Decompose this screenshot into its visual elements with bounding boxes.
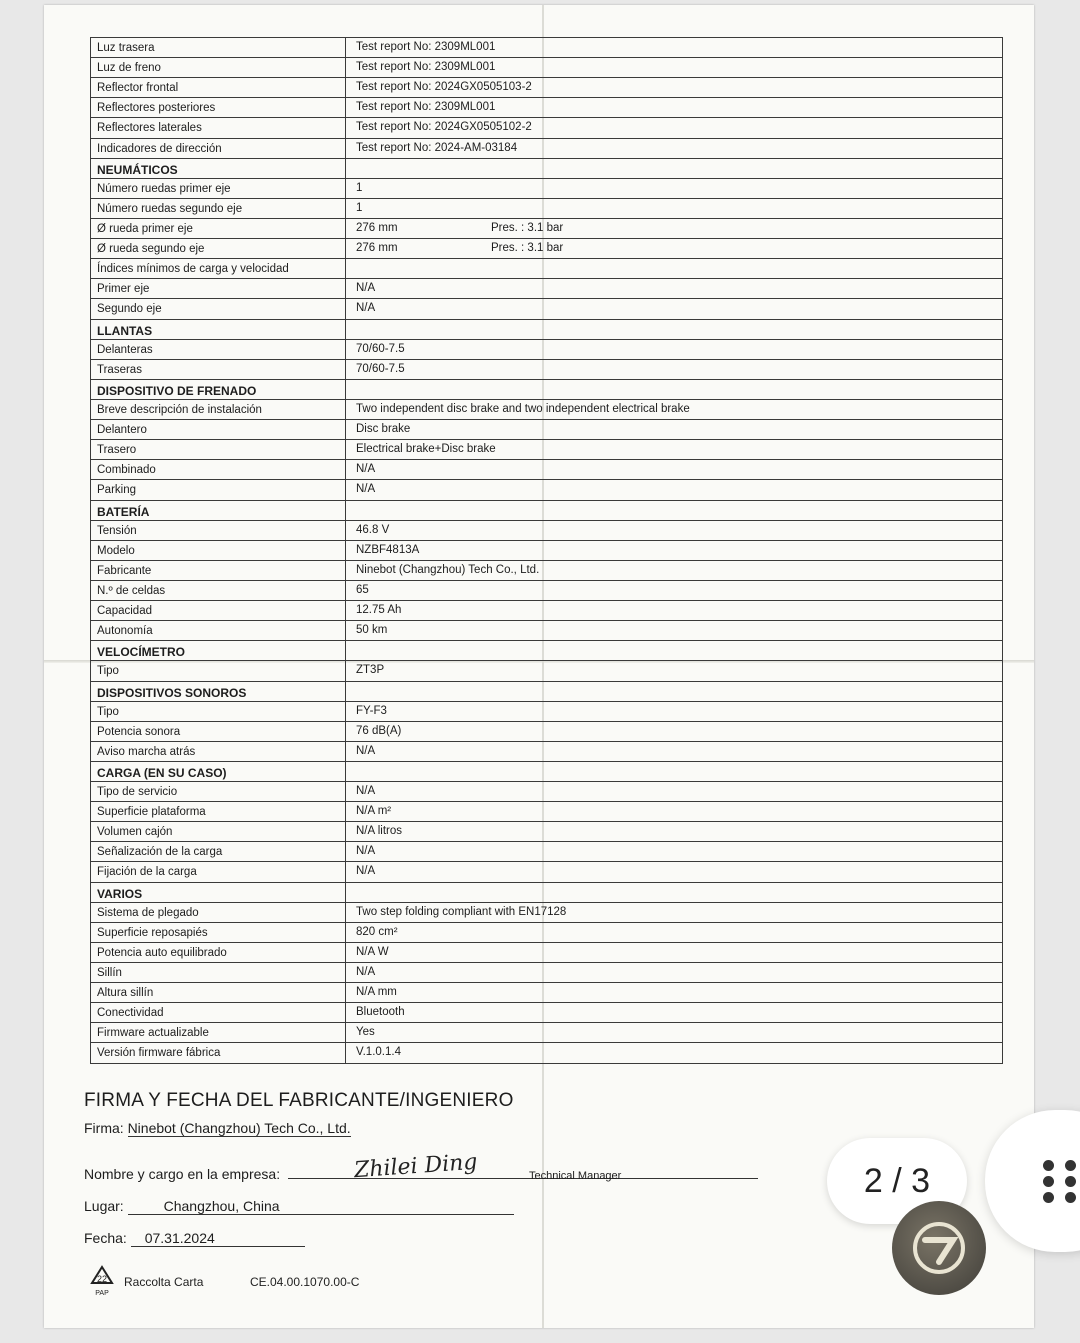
lugar-label: Lugar: <box>84 1198 124 1214</box>
table-row <box>91 1023 1002 1043</box>
firma-label: Firma: <box>84 1120 124 1136</box>
row-value-text: 1 <box>356 201 363 214</box>
row-value <box>346 58 1002 77</box>
role-text: Technical Manager <box>529 1170 622 1182</box>
fecha-label: Fecha: <box>84 1230 127 1246</box>
row-value <box>346 219 1002 238</box>
row-value <box>346 943 1002 962</box>
row-value-text: ZT3P <box>356 664 385 677</box>
row-value <box>346 139 1002 158</box>
row-value <box>346 1043 1002 1062</box>
nombre-label: Nombre y cargo en la empresa: <box>84 1166 281 1182</box>
scooter-app-button[interactable] <box>892 1201 986 1295</box>
section-header-row <box>91 320 1002 340</box>
row-value-text: Electrical brake+Disc brake <box>356 443 496 456</box>
row-value <box>346 782 1002 801</box>
row-value <box>346 118 1002 137</box>
row-label: Breve descripción de instalación <box>91 400 346 419</box>
table-row <box>91 782 1002 802</box>
row-label: Índices mínimos de carga y velocidad <box>91 259 346 278</box>
row-value <box>346 199 1002 218</box>
row-value-text: Bluetooth <box>356 1006 405 1019</box>
table-row <box>91 983 1002 1003</box>
signature-title: FIRMA Y FECHA DEL FABRICANTE/INGENIERO <box>84 1090 514 1111</box>
row-label: VARIOS <box>91 883 346 902</box>
svg-text:22: 22 <box>96 1274 108 1284</box>
row-value-text: 70/60-7.5 <box>356 362 405 375</box>
row-value <box>346 501 1002 520</box>
table-row <box>91 601 1002 621</box>
row-value <box>346 722 1002 741</box>
row-label: BATERÍA <box>91 501 346 520</box>
row-value <box>346 320 1002 339</box>
row-value-text: Test report No: 2309ML001 <box>356 101 496 114</box>
table-row <box>91 279 1002 299</box>
row-label: Indicadores de dirección <box>91 139 346 158</box>
row-label: Señalización de la carga <box>91 842 346 861</box>
lugar-value: Changzhou, China <box>128 1198 514 1215</box>
row-value-text: 1 <box>356 181 363 194</box>
table-row <box>91 722 1002 742</box>
row-value <box>346 762 1002 781</box>
row-label: Aviso marcha atrás <box>91 742 346 761</box>
row-value <box>346 661 1002 680</box>
firma-line <box>84 1120 984 1144</box>
table-row <box>91 400 1002 420</box>
table-row <box>91 541 1002 561</box>
row-value-text: NZBF4813A <box>356 543 420 556</box>
row-value-text: Ninebot (Changzhou) Tech Co., Ltd. <box>356 563 540 576</box>
handwritten-signature: Zhilei Ding <box>353 1149 479 1184</box>
row-value <box>346 340 1002 359</box>
row-value-text: Test report No: 2309ML001 <box>356 61 496 74</box>
table-row <box>91 219 1002 239</box>
row-value <box>346 963 1002 982</box>
row-value <box>346 842 1002 861</box>
row-value-text: N/A <box>356 865 376 878</box>
row-label: Tipo de servicio <box>91 782 346 801</box>
row-value <box>346 561 1002 580</box>
table-row <box>91 702 1002 722</box>
table-row <box>91 822 1002 842</box>
table-row <box>91 742 1002 762</box>
table-row <box>91 78 1002 98</box>
table-row <box>91 802 1002 822</box>
row-label: Tensión <box>91 521 346 540</box>
table-row <box>91 903 1002 923</box>
row-label: Superficie reposapiés <box>91 923 346 942</box>
row-value-text: 276 mm <box>356 242 398 255</box>
row-value-text: N/A <box>356 785 376 798</box>
row-value-text: Test report No: 2309ML001 <box>356 41 496 53</box>
row-value-text: Disc brake <box>356 423 411 436</box>
row-value <box>346 159 1002 178</box>
row-label: Firmware actualizable <box>91 1023 346 1042</box>
row-value <box>346 420 1002 439</box>
row-value <box>346 360 1002 379</box>
row-value-text: N/A litros <box>356 825 403 838</box>
row-value-text: V.1.0.1.4 <box>356 1046 401 1059</box>
row-value <box>346 883 1002 902</box>
row-value-text: Two independent disc brake and two independent electrical brake <box>356 402 690 415</box>
row-label: Luz trasera <box>91 38 346 57</box>
row-label: Fabricante <box>91 561 346 580</box>
row-value <box>346 802 1002 821</box>
row-label: Sistema de plegado <box>91 903 346 922</box>
table-row <box>91 480 1002 500</box>
row-value-text: N/A W <box>356 945 389 958</box>
row-value-text: N/A <box>356 282 376 295</box>
row-value <box>346 239 1002 258</box>
row-value <box>346 742 1002 761</box>
row-value-text: 820 cm² <box>356 925 398 938</box>
row-label: Reflectores laterales <box>91 118 346 137</box>
section-header-row <box>91 159 1002 179</box>
row-label: DISPOSITIVO DE FRENADO <box>91 380 346 399</box>
row-label: Tipo <box>91 702 346 721</box>
table-row <box>91 98 1002 118</box>
row-value <box>346 179 1002 198</box>
row-value <box>346 299 1002 318</box>
fecha-value: 07.31.2024 <box>131 1230 305 1247</box>
row-value <box>346 923 1002 942</box>
row-value <box>346 440 1002 459</box>
brand-logo-icon <box>909 1218 969 1278</box>
table-row <box>91 842 1002 862</box>
row-value-text: Test report No: 2024GX0505103-2 <box>356 81 532 94</box>
document-page <box>44 5 1034 1328</box>
row-label: Delantero <box>91 420 346 439</box>
table-row <box>91 963 1002 983</box>
section-header-row <box>91 883 1002 903</box>
row-value <box>346 279 1002 298</box>
row-label: Número ruedas primer eje <box>91 179 346 198</box>
row-label: LLANTAS <box>91 320 346 339</box>
row-label: Potencia auto equilibrado <box>91 943 346 962</box>
row-label: Capacidad <box>91 601 346 620</box>
row-label: NEUMÁTICOS <box>91 159 346 178</box>
table-row <box>91 199 1002 219</box>
row-value-text: 276 mm <box>356 221 398 234</box>
row-label: VELOCÍMETRO <box>91 641 346 660</box>
row-value-text: Test report No: 2024-AM-03184 <box>356 141 518 154</box>
recycle-icon <box>84 1263 120 1299</box>
row-label: Versión firmware fábrica <box>91 1043 346 1062</box>
row-value <box>346 1023 1002 1042</box>
table-row <box>91 179 1002 199</box>
row-label: Reflector frontal <box>91 78 346 97</box>
table-row <box>91 259 1002 279</box>
row-label: Combinado <box>91 460 346 479</box>
row-value <box>346 702 1002 721</box>
row-value <box>346 460 1002 479</box>
fecha-line <box>84 1230 984 1254</box>
row-value-text: N/A m² <box>356 805 392 818</box>
row-value <box>346 480 1002 499</box>
row-value <box>346 822 1002 841</box>
row-label: Luz de freno <box>91 58 346 77</box>
row-label: Altura sillín <box>91 983 346 1002</box>
row-value <box>346 983 1002 1002</box>
table-row <box>91 862 1002 882</box>
pressure-value: Pres. : 3.1 bar <box>491 242 564 255</box>
row-label: Superficie plataforma <box>91 802 346 821</box>
row-value-text: N/A <box>356 966 376 979</box>
row-value <box>346 38 1002 57</box>
row-label: Parking <box>91 480 346 499</box>
row-label: Sillín <box>91 963 346 982</box>
row-value <box>346 581 1002 600</box>
row-value <box>346 400 1002 419</box>
raccolta-text: Raccolta Carta <box>124 1275 204 1289</box>
row-label: Modelo <box>91 541 346 560</box>
table-row <box>91 360 1002 380</box>
row-value-text: Yes <box>356 1026 375 1039</box>
table-row <box>91 340 1002 360</box>
table-row <box>91 581 1002 601</box>
table-row <box>91 521 1002 541</box>
page-counter[interactable]: 2 / 3 <box>827 1138 967 1224</box>
row-value <box>346 98 1002 117</box>
row-label: Fijación de la carga <box>91 862 346 881</box>
row-label: Traseras <box>91 360 346 379</box>
row-value <box>346 862 1002 881</box>
table-row <box>91 58 1002 78</box>
row-value <box>346 78 1002 97</box>
table-row <box>91 1003 1002 1023</box>
row-label: CARGA (EN SU CASO) <box>91 762 346 781</box>
row-label: Volumen cajón <box>91 822 346 841</box>
table-row <box>91 38 1002 58</box>
row-value <box>346 380 1002 399</box>
row-label: Número ruedas segundo eje <box>91 199 346 218</box>
row-value-text: 50 km <box>356 624 388 637</box>
row-value <box>346 1003 1002 1022</box>
row-label: Conectividad <box>91 1003 346 1022</box>
row-value-text: N/A <box>356 463 376 476</box>
row-value-text: 12.75 Ah <box>356 604 402 617</box>
row-label: Tipo <box>91 661 346 680</box>
table-row <box>91 239 1002 259</box>
row-label: Reflectores posteriores <box>91 98 346 117</box>
row-value <box>346 903 1002 922</box>
row-value-text: N/A <box>356 744 376 757</box>
row-value-text: 46.8 V <box>356 523 390 536</box>
section-header-row <box>91 501 1002 521</box>
row-value-text: FY-F3 <box>356 704 387 717</box>
row-label: Potencia sonora <box>91 722 346 741</box>
row-value <box>346 621 1002 640</box>
row-label: Autonomía <box>91 621 346 640</box>
row-value <box>346 682 1002 701</box>
row-value-text: 70/60-7.5 <box>356 342 405 355</box>
row-value <box>346 259 1002 278</box>
table-row <box>91 923 1002 943</box>
section-header-row <box>91 762 1002 782</box>
row-value-text: N/A <box>356 483 376 496</box>
table-row <box>91 420 1002 440</box>
table-row <box>91 118 1002 138</box>
row-value-text: 76 dB(A) <box>356 724 402 737</box>
row-value-text: N/A mm <box>356 986 397 999</box>
row-label: N.º de celdas <box>91 581 346 600</box>
row-value <box>346 641 1002 660</box>
section-header-row <box>91 641 1002 661</box>
document-footer <box>84 1263 360 1299</box>
table-row <box>91 299 1002 319</box>
row-value <box>346 541 1002 560</box>
row-label: Trasero <box>91 440 346 459</box>
section-header-row <box>91 380 1002 400</box>
row-value <box>346 521 1002 540</box>
row-value <box>346 601 1002 620</box>
row-value-text: N/A <box>356 302 376 315</box>
row-label: DISPOSITIVOS SONOROS <box>91 682 346 701</box>
firma-value: Ninebot (Changzhou) Tech Co., Ltd. <box>127 1120 351 1136</box>
row-label: Primer eje <box>91 279 346 298</box>
table-row <box>91 621 1002 641</box>
pressure-value: Pres. : 3.1 bar <box>491 221 564 234</box>
table-row <box>91 139 1002 159</box>
row-value-text: 65 <box>356 583 369 596</box>
row-value-text: N/A <box>356 845 376 858</box>
svg-text:PAP: PAP <box>95 1290 109 1297</box>
table-row <box>91 1043 1002 1063</box>
row-label: Delanteras <box>91 340 346 359</box>
row-value-text: Two step folding compliant with EN17128 <box>356 905 567 918</box>
spec-table <box>90 37 1003 1064</box>
row-value-text: Test report No: 2024GX0505102-2 <box>356 121 532 134</box>
table-row <box>91 561 1002 581</box>
table-row <box>91 460 1002 480</box>
row-label: Ø rueda segundo eje <box>91 239 346 258</box>
table-row <box>91 661 1002 681</box>
ce-code: CE.04.00.1070.00-C <box>250 1275 360 1289</box>
row-label: Segundo eje <box>91 299 346 318</box>
table-row <box>91 440 1002 460</box>
section-header-row <box>91 682 1002 702</box>
table-row <box>91 943 1002 963</box>
row-label: Ø rueda primer eje <box>91 219 346 238</box>
